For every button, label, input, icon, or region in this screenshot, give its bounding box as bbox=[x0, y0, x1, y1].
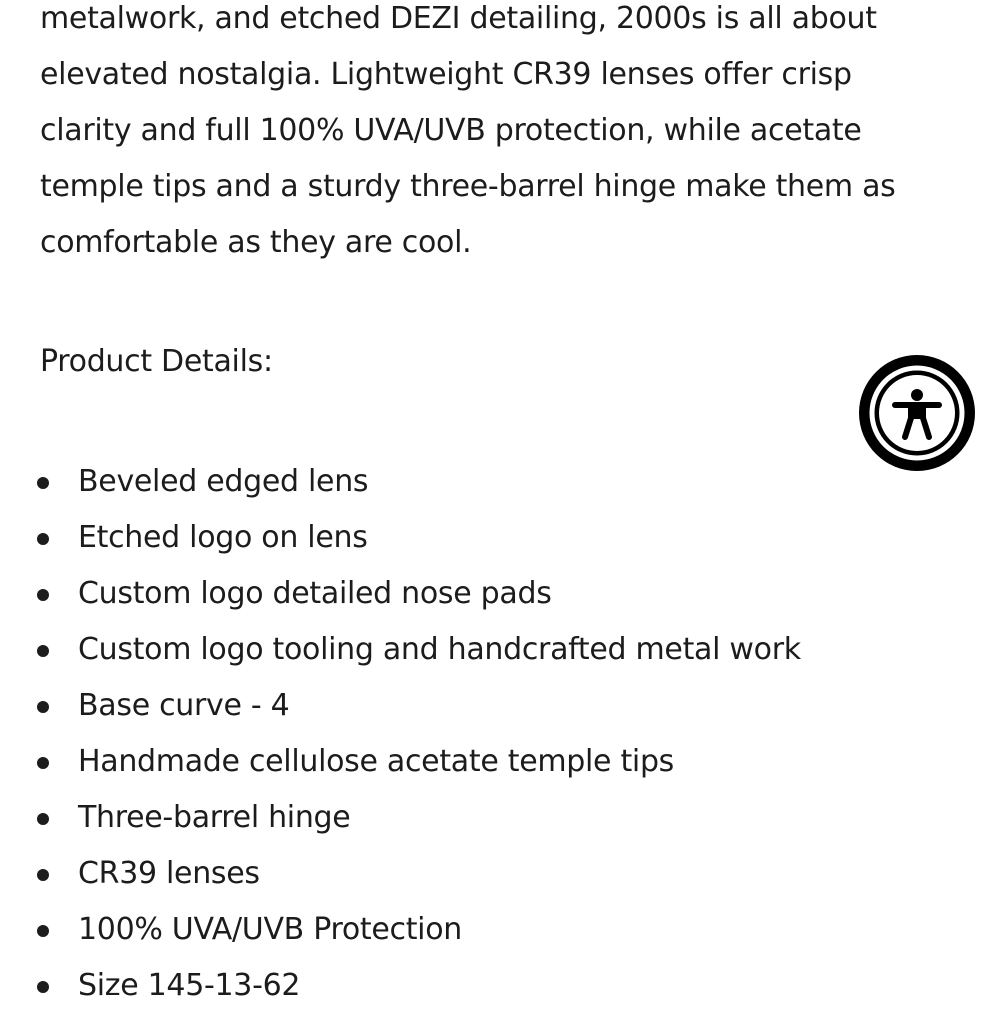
bullet-icon bbox=[37, 589, 49, 601]
description-line: temple tips and a sturdy three-barrel hinge make them as bbox=[40, 169, 896, 204]
bullet-icon bbox=[37, 477, 49, 489]
list-item-text: Handmade cellulose acetate temple tips bbox=[78, 744, 675, 779]
description-line: clarity and full 100% UVA/UVB protection, while acetate bbox=[40, 113, 862, 148]
list-item-text: Base curve - 4 bbox=[78, 688, 290, 723]
list-item-text: Etched logo on lens bbox=[78, 520, 368, 555]
bullet-icon bbox=[37, 533, 49, 545]
list-item-text: CR39 lenses bbox=[78, 856, 260, 891]
product-details-heading: Product Details: bbox=[40, 344, 273, 379]
bullet-icon bbox=[37, 645, 49, 657]
list-item-text: Three-barrel hinge bbox=[78, 800, 351, 835]
description-line: elevated nostalgia. Lightweight CR39 lenses offer crisp bbox=[40, 57, 852, 92]
accessibility-person-icon bbox=[859, 355, 975, 471]
bullet-icon bbox=[37, 757, 49, 769]
product-description bbox=[40, 0, 940, 271]
list-item-text: Beveled edged lens bbox=[78, 464, 369, 499]
bullet-icon bbox=[37, 701, 49, 713]
bullet-icon bbox=[37, 813, 49, 825]
bullet-icon bbox=[37, 869, 49, 881]
accessibility-button[interactable] bbox=[859, 355, 975, 471]
list-item-text: Size 145-13-62 bbox=[78, 968, 301, 1003]
bullet-icon bbox=[37, 925, 49, 937]
list-item-text: Custom logo tooling and handcrafted metal work bbox=[78, 632, 801, 667]
list-item-text: Custom logo detailed nose pads bbox=[78, 576, 552, 611]
bullet-icon bbox=[37, 981, 49, 993]
list-item-text: 100% UVA/UVB Protection bbox=[78, 912, 462, 947]
description-line: metalwork, and etched DEZI detailing, 2000s is all about bbox=[40, 1, 877, 36]
description-line: comfortable as they are cool. bbox=[40, 225, 472, 260]
